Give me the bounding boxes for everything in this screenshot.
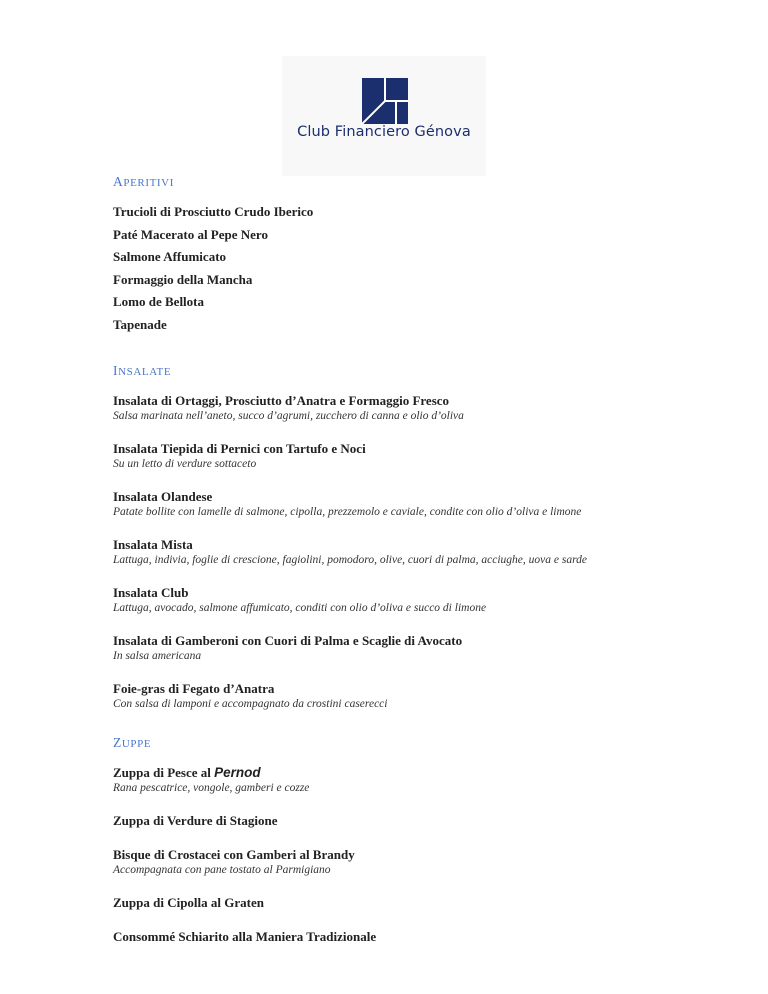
dish-name: Zuppa di Verdure di Stagione [113, 812, 278, 828]
menu-dish [113, 929, 713, 945]
dish-description: Lattuga, avocado, salmone affumicato, conditi con olio d’oliva e succo di limone [113, 601, 487, 614]
menu-dish [113, 585, 713, 615]
menu-item: Lomo de Bellota [113, 294, 204, 309]
dish-description: Salsa marinata nell’aneto, succo d’agrumi, zucchero di canna e olio d’oliva [113, 409, 464, 422]
dish-name: Foie-gras di Fegato d’Anatra [113, 680, 275, 696]
club-logo [282, 56, 486, 176]
menu-dish [113, 393, 713, 423]
menu-dish [113, 489, 713, 519]
menu-dish [113, 441, 713, 471]
dish-description: Lattuga, indivia, foglie di crescione, fagiolini, pomodoro, olive, cuori di palma, acciughe, uova e sarde [113, 553, 587, 566]
menu-dish [113, 537, 713, 567]
menu-item: Formaggio della Mancha [113, 271, 253, 287]
dish-description: Patate bollite con lamelle di salmone, cipolla, prezzemolo e caviale, condite con olio d’oliva e limone [113, 505, 582, 518]
menu-item: Trucioli di Prosciutto Crudo Iberico [113, 204, 314, 219]
dish-name: Zuppa di Cipolla al Graten [113, 894, 264, 910]
dish-name: Zuppa di Pesce al Pernod [113, 764, 261, 780]
section-title-insalate: INSALATE [113, 362, 172, 378]
menu-item: Salmone Affumicato [113, 249, 227, 264]
section-title-zuppe: ZUPPE [113, 734, 152, 750]
dish-name: Bisque di Crostacei con Gamberi al Brandy [113, 846, 355, 862]
menu-item: Tapenade [113, 316, 167, 332]
dish-description: Accompagnata con pane tostato al Parmigiano [113, 863, 331, 876]
dish-name: Insalata Club [113, 584, 189, 600]
dish-name: Insalata Mista [113, 536, 193, 552]
menu-dish [113, 765, 713, 795]
dish-description: Rana pescatrice, vongole, gamberi e cozze [113, 781, 310, 794]
section-zuppe [113, 735, 713, 945]
menu-content [113, 174, 713, 975]
section-title-aperitivi: APERITIVI [113, 174, 174, 189]
dish-description: Con salsa di lamponi e accompagnato da crostini caserecci [113, 697, 388, 710]
menu-dish [113, 847, 713, 877]
dish-name: Insalata di Ortaggi, Prosciutto d’Anatra e Formaggio Fresco [113, 392, 450, 408]
menu-dish [113, 813, 713, 829]
club-logo-mark [362, 78, 408, 124]
menu-item: Paté Macerato al Pepe Nero [113, 226, 268, 242]
menu-dish [113, 681, 713, 711]
dish-name: Consommé Schiarito alla Maniera Tradizionale [113, 928, 377, 944]
section-insalate [113, 363, 713, 711]
dish-name: Insalata Olandese [113, 488, 213, 504]
section-aperitivi [113, 174, 713, 333]
dish-description: Su un letto di verdure sottaceto [113, 457, 257, 470]
dish-description: In salsa americana [113, 649, 202, 662]
menu-dish [113, 895, 713, 911]
menu-dish [113, 633, 713, 663]
dish-name: Insalata di Gamberoni con Cuori di Palma e Scaglie di Avocato [113, 632, 463, 648]
dish-name: Insalata Tiepida di Pernici con Tartufo e Noci [113, 440, 366, 456]
dish-brand: Pernod [214, 764, 261, 780]
club-logo-name: Club Financiero Génova [297, 124, 471, 140]
